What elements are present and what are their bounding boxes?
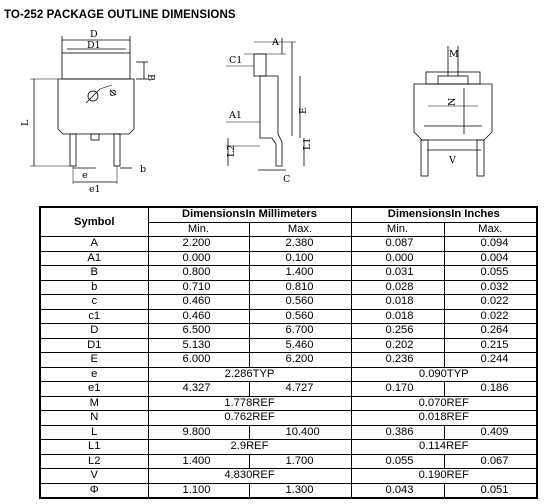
mm-max-cell: 0.100 [249,251,351,266]
table-row [40,324,537,339]
table-row [40,382,537,397]
front-view [30,36,148,184]
mm-max-cell: 1.400 [249,266,351,281]
table-row [40,411,537,426]
in-max-cell: 0.004 [444,251,537,266]
outline-drawing-svg [0,26,554,204]
mm-min-cell: 0.710 [148,280,249,295]
mm-min-cell: 6.500 [148,324,249,339]
in-max-cell: 0.051 [444,483,537,498]
in-min-cell: 0.043 [351,483,444,498]
symbol-cell: E [40,353,148,368]
label-b: b [140,164,147,175]
in-value-cell: 0.018REF [351,411,537,426]
table-row [40,483,537,498]
in-min-cell: 0.000 [351,251,444,266]
mm-max-cell: 1.700 [249,454,351,469]
mm-min-cell: 1.100 [148,483,249,498]
symbol-cell: c1 [40,309,148,324]
symbol-cell: M [40,396,148,411]
symbol-cell: V [40,469,148,484]
symbol-cell: e1 [40,382,148,397]
label-N: N [447,97,458,106]
table-row [40,251,537,266]
mm-max-cell: 0.810 [249,280,351,295]
table-row [40,425,537,440]
mm-max-header: Max. [249,222,351,237]
in-max-header: Max. [444,222,537,237]
symbol-cell: D [40,324,148,339]
label-D: D [90,29,98,40]
symbol-header: Symbol [40,207,148,237]
label-e: e [82,170,88,181]
mm-value-cell: 0.762REF [148,411,351,426]
mm-value-cell: 2.9REF [148,440,351,455]
table-row [40,266,537,281]
mm-min-cell: 0.460 [148,309,249,324]
in-min-cell: 0.087 [351,237,444,252]
symbol-cell: L1 [40,440,148,455]
page-title: TO-252 PACKAGE OUTLINE DIMENSIONS [4,9,236,21]
symbol-cell: c [40,295,148,310]
mm-min-cell: 0.460 [148,295,249,310]
label-A1: A1 [229,110,242,121]
in-min-cell: 0.386 [351,425,444,440]
in-min-cell: 0.018 [351,295,444,310]
in-value-cell: 0.190REF [351,469,537,484]
in-min-cell: 0.031 [351,266,444,281]
label-D1: D1 [87,40,101,51]
symbol-cell: L2 [40,454,148,469]
dimensions-body [40,237,537,499]
in-max-cell: 0.067 [444,454,537,469]
in-min-cell: 0.028 [351,280,444,295]
label-L2: L2 [226,144,237,157]
in-max-cell: 0.022 [444,309,537,324]
mm-min-cell: 2.200 [148,237,249,252]
package-drawings [0,26,554,204]
label-M: M [449,49,459,60]
table-row [40,454,537,469]
in-max-cell: 0.244 [444,353,537,368]
label-L1: L1 [302,137,313,150]
label-e1: e1 [89,184,101,195]
in-header: DimensionsIn Inches [351,207,537,222]
table-row [40,396,537,411]
mm-header: DimensionsIn Millimeters [148,207,351,222]
in-max-cell: 0.215 [444,338,537,353]
table-row [40,367,537,382]
mm-min-cell: 0.800 [148,266,249,281]
in-value-cell: 0.070REF [351,396,537,411]
table-row [40,440,537,455]
in-min-cell: 0.018 [351,309,444,324]
mm-max-cell: 1.300 [249,483,351,498]
label-C1: C1 [229,55,243,66]
mm-max-cell: 2.380 [249,237,351,252]
label-B: B [145,74,156,81]
symbol-cell: A [40,237,148,252]
mm-max-cell: 0.560 [249,309,351,324]
label-C: C [283,174,291,185]
table-row [40,295,537,310]
in-max-cell: 0.094 [444,237,537,252]
mm-value-cell: 1.778REF [148,396,351,411]
mm-max-cell: 6.200 [249,353,351,368]
in-min-cell: 0.055 [351,454,444,469]
symbol-cell: Φ [40,483,148,498]
in-min-header: Min. [351,222,444,237]
label-A: A [272,37,279,48]
mm-min-header: Min. [148,222,249,237]
in-max-cell: 0.055 [444,266,537,281]
label-V: V [449,155,456,166]
mm-max-cell: 0.560 [249,295,351,310]
mm-min-cell: 4.327 [148,382,249,397]
mm-value-cell: 2.286TYP [148,367,351,382]
mm-max-cell: 6.700 [249,324,351,339]
in-max-cell: 0.264 [444,324,537,339]
table-row [40,237,537,252]
symbol-cell: e [40,367,148,382]
in-value-cell: 0.090TYP [351,367,537,382]
mm-value-cell: 4.830REF [148,469,351,484]
mm-min-cell: 1.400 [148,454,249,469]
symbol-cell: b [40,280,148,295]
mm-min-cell: 0.000 [148,251,249,266]
in-min-cell: 0.236 [351,353,444,368]
symbol-cell: B [40,266,148,281]
mm-max-cell: 4.727 [249,382,351,397]
in-min-cell: 0.256 [351,324,444,339]
dimensions-table [39,206,538,499]
in-min-cell: 0.202 [351,338,444,353]
in-max-cell: 0.032 [444,280,537,295]
table-row [40,353,537,368]
in-max-cell: 0.022 [444,295,537,310]
symbol-cell: D1 [40,338,148,353]
symbol-cell: A1 [40,251,148,266]
mm-min-cell: 5.130 [148,338,249,353]
mm-max-cell: 10.400 [249,425,351,440]
label-L: L [20,119,31,126]
label-phi: Φ [106,86,121,100]
in-min-cell: 0.170 [351,382,444,397]
symbol-cell: L [40,425,148,440]
mm-min-cell: 9.800 [148,425,249,440]
table-row [40,309,537,324]
label-E: E [298,107,309,114]
in-value-cell: 0.114REF [351,440,537,455]
table-row [40,338,537,353]
table-row [40,469,537,484]
mm-max-cell: 5.460 [249,338,351,353]
in-max-cell: 0.186 [444,382,537,397]
in-max-cell: 0.409 [444,425,537,440]
symbol-cell: N [40,411,148,426]
table-row [40,280,537,295]
mm-min-cell: 6.000 [148,353,249,368]
